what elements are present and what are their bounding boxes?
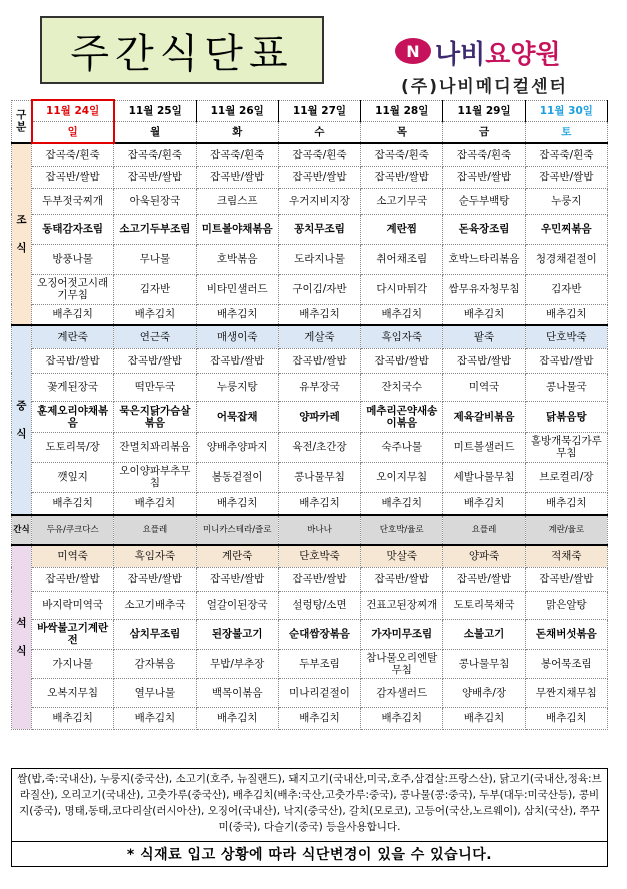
menu-cell: 얼갈이된장국 [196, 591, 278, 619]
menu-cell: 잡곡반/쌀밥 [443, 567, 525, 591]
menu-cell: 요플레 [443, 515, 525, 545]
menu-cell: 단호박/율로 [361, 515, 443, 545]
menu-cell: 잡곡반/쌀밥 [196, 166, 278, 188]
lunch-row [12, 348, 608, 373]
menu-cell: 삼치무조림 [114, 619, 196, 649]
menu-cell: 다시마튀각 [361, 274, 443, 304]
menu-cell: 크림스프 [196, 188, 278, 214]
menu-cell: 순대쌈장볶음 [278, 619, 360, 649]
menu-cell: 돈육장조림 [443, 214, 525, 244]
menu-cell: 양배추/장 [443, 678, 525, 707]
menu-cell: 양파카레 [278, 401, 360, 432]
breakfast-row [12, 214, 608, 244]
menu-cell: 비타민샐러드 [196, 274, 278, 304]
menu-cell: 배추김치 [278, 707, 360, 729]
day-cell: 목 [361, 121, 443, 143]
menu-cell: 호박느타리볶음 [443, 244, 525, 274]
menu-cell: 누룽지탕 [196, 373, 278, 401]
menu-cell: 가지나물 [32, 649, 114, 678]
breakfast-row [12, 166, 608, 188]
menu-cell: 배추김치 [525, 492, 607, 515]
menu-change-notice: * 식재료 입고 상황에 따라 식단변경이 있을 수 있습니다. [11, 841, 608, 867]
menu-cell: 청경채겉절이 [525, 244, 607, 274]
menu-cell: 잡곡죽/흰죽 [443, 143, 525, 166]
menu-cell: 메추리곤약새송이볶음 [361, 401, 443, 432]
menu-cell: 연근죽 [114, 325, 196, 348]
menu-cell: 감자샐러드 [361, 678, 443, 707]
menu-cell: 순두부백탕 [443, 188, 525, 214]
date-cell: 11월 26일 [196, 100, 278, 121]
menu-cell: 봄동겉절이 [196, 462, 278, 492]
lunch-row [12, 432, 608, 462]
menu-cell: 배추김치 [32, 492, 114, 515]
weekly-menu-table [11, 99, 608, 730]
menu-cell: 쌈무유자청무침 [443, 274, 525, 304]
menu-cell: 양배추양파지 [196, 432, 278, 462]
menu-cell: 맛살죽 [361, 545, 443, 567]
menu-cell: 돈채버섯볶음 [525, 619, 607, 649]
menu-cell: 콩나물국 [525, 373, 607, 401]
menu-cell: 잡곡반/쌀밥 [361, 166, 443, 188]
menu-cell: 호박볶음 [196, 244, 278, 274]
menu-cell: 어묵잡채 [196, 401, 278, 432]
butterfly-icon: N [395, 38, 431, 64]
menu-cell: 흑임자죽 [361, 325, 443, 348]
company-name: (주)나비메디컬센터 [401, 77, 568, 97]
menu-cell: 배추김치 [361, 304, 443, 325]
day-cell: 수 [278, 121, 360, 143]
menu-cell: 도토리묵채국 [443, 591, 525, 619]
menu-cell: 잡곡반/쌀밥 [114, 166, 196, 188]
menu-cell: 두부젓국찌개 [32, 188, 114, 214]
menu-cell: 잔치국수 [361, 373, 443, 401]
menu-cell: 요플레 [114, 515, 196, 545]
menu-cell: 단호박죽 [278, 545, 360, 567]
menu-cell: 무밥/부추장 [196, 649, 278, 678]
menu-cell: 방풍나물 [32, 244, 114, 274]
menu-cell: 맑은알탕 [525, 591, 607, 619]
breakfast-row [12, 304, 608, 325]
menu-cell: 잡곡반/쌀밥 [32, 567, 114, 591]
day-cell: 월 [114, 121, 196, 143]
menu-cell: 아욱된장국 [114, 188, 196, 214]
menu-cell: 잡곡죽/흰죽 [114, 143, 196, 166]
menu-cell: 잡곡반/쌀밥 [443, 166, 525, 188]
menu-cell: 잡곡죽/흰죽 [525, 143, 607, 166]
menu-cell: 매생이죽 [196, 325, 278, 348]
lunch-row [12, 373, 608, 401]
menu-cell: 떡만두국 [114, 373, 196, 401]
menu-cell: 잡곡반/쌀밥 [361, 567, 443, 591]
menu-cell: 오징어젓고시래기무침 [32, 274, 114, 304]
breakfast-section [12, 143, 608, 325]
menu-cell: 도라지나물 [278, 244, 360, 274]
menu-cell: 꽁치무조림 [278, 214, 360, 244]
lunch-row [12, 401, 608, 432]
day-cell: 금 [443, 121, 525, 143]
menu-cell: 우민찌볶음 [525, 214, 607, 244]
dinner-section [12, 545, 608, 729]
menu-cell: 세발나물무침 [443, 462, 525, 492]
dinner-row [12, 545, 608, 567]
menu-cell: 계란죽 [196, 545, 278, 567]
menu-cell: 배추김치 [361, 492, 443, 515]
day-cell: 토 [525, 121, 607, 143]
menu-cell: 브로컬리/장 [525, 462, 607, 492]
menu-cell: 잡곡죽/흰죽 [32, 143, 114, 166]
menu-cell: 게살죽 [278, 325, 360, 348]
menu-cell: 꽃게된장국 [32, 373, 114, 401]
menu-cell: 잔멸치꽈리볶음 [114, 432, 196, 462]
menu-cell: 배추김치 [443, 304, 525, 325]
menu-cell: 감자볶음 [114, 649, 196, 678]
menu-cell: 제육갈비볶음 [443, 401, 525, 432]
menu-cell: 누룽지 [525, 188, 607, 214]
menu-cell: 잡곡반/쌀밥 [278, 567, 360, 591]
date-cell: 11월 27일 [278, 100, 360, 121]
breakfast-row [12, 143, 608, 166]
menu-cell: 콩나물무침 [443, 649, 525, 678]
menu-cell: 배추김치 [525, 304, 607, 325]
menu-cell: 잡곡반/쌀밥 [196, 567, 278, 591]
menu-cell: 적채죽 [525, 545, 607, 567]
lunch-row [12, 492, 608, 515]
menu-cell: 가자미무조림 [361, 619, 443, 649]
menu-cell: 잡곡반/쌀밥 [525, 567, 607, 591]
menu-cell: 숙주나물 [361, 432, 443, 462]
menu-cell: 미역죽 [32, 545, 114, 567]
lunch-row [12, 462, 608, 492]
menu-cell: 배추김치 [196, 492, 278, 515]
menu-cell: 잡곡밥/쌀밥 [443, 348, 525, 373]
lunch-section [12, 325, 608, 515]
menu-cell: 배추김치 [361, 707, 443, 729]
dinner-row [12, 567, 608, 591]
menu-cell: 잡곡반/쌀밥 [278, 166, 360, 188]
menu-cell: 우거지비지장 [278, 188, 360, 214]
menu-cell: 콩나물무침 [278, 462, 360, 492]
brand-name [435, 34, 561, 71]
menu-cell: 오이지무침 [361, 462, 443, 492]
snack-label: 간식 [12, 515, 32, 545]
menu-cell: 설렁탕/소면 [278, 591, 360, 619]
menu-cell: 배추김치 [114, 304, 196, 325]
menu-cell: 소고기배추국 [114, 591, 196, 619]
menu-cell: 동태감자조림 [32, 214, 114, 244]
menu-cell: 김자반 [525, 274, 607, 304]
menu-cell: 소고기무국 [361, 188, 443, 214]
date-cell: 11월 29일 [443, 100, 525, 121]
menu-cell: 미나리겉절이 [278, 678, 360, 707]
menu-cell: 미트볼야채볶음 [196, 214, 278, 244]
menu-cell: 건표고된장찌개 [361, 591, 443, 619]
menu-cell: 배추김치 [525, 707, 607, 729]
menu-cell: 훈제오리야채볶음 [32, 401, 114, 432]
menu-cell: 배추김치 [196, 304, 278, 325]
menu-cell: 닭볶음탕 [525, 401, 607, 432]
menu-cell: 깻잎지 [32, 462, 114, 492]
menu-cell: 두부조림 [278, 649, 360, 678]
day-cell: 일 [32, 121, 114, 143]
lunch-label: 중 식 [12, 325, 32, 515]
date-cell: 11월 24일 [32, 100, 114, 121]
menu-cell: 열무나물 [114, 678, 196, 707]
menu-cell: 오복지무침 [32, 678, 114, 707]
menu-cell: 잡곡밥/쌀밥 [361, 348, 443, 373]
menu-cell: 배추김치 [32, 304, 114, 325]
menu-cell: 흑임자죽 [114, 545, 196, 567]
day-cell: 화 [196, 121, 278, 143]
menu-cell: 무짠지채무침 [525, 678, 607, 707]
menu-cell: 백목이볶음 [196, 678, 278, 707]
menu-cell: 잡곡밥/쌀밥 [32, 348, 114, 373]
lunch-row [12, 325, 608, 348]
menu-cell: 계란찜 [361, 214, 443, 244]
menu-cell: 도토리묵/장 [32, 432, 114, 462]
menu-cell: 육전/초간장 [278, 432, 360, 462]
date-row [12, 100, 608, 121]
day-row [12, 121, 608, 143]
menu-cell: 배추김치 [114, 707, 196, 729]
menu-cell: 홀방개묵김가루무침 [525, 432, 607, 462]
breakfast-row [12, 274, 608, 304]
menu-cell: 바나나 [278, 515, 360, 545]
menu-cell: 소불고기 [443, 619, 525, 649]
menu-cell: 묵은지닭가슴살볶음 [114, 401, 196, 432]
origin-note: 쌀(밥,죽:국내산), 누룽지(중국산), 소고기(호주, 뉴질랜드), 돼지고기(국내산,미국,호주,삼겹살:프랑스산), 닭고기(국내산,정육:브라질산), 오리고기(국내산), 고춧가루(중국산), 배추김치(배추:국산,고춧가루:중국), 콩나물(콩:중국), 두부(대두:미국산등), 콩비지(중국), 명태,동태,코다리살(러시아산), 오징어(국내산), 낙지(중국산), 갈치(모로코), 고등어(국산,노르웨이), 삼치(국산), 쭈꾸미(중국), 다슬기(중국) 등을사용합니다. [11, 768, 608, 841]
menu-cell: 배추김치 [278, 492, 360, 515]
menu-cell: 소고기두부조림 [114, 214, 196, 244]
gubun-label: 구분 [12, 100, 32, 143]
menu-cell: 무나물 [114, 244, 196, 274]
breakfast-label: 조 식 [12, 143, 32, 325]
snack-section [12, 515, 608, 545]
menu-cell: 김자반 [114, 274, 196, 304]
menu-cell: 미니카스테라/즐로 [196, 515, 278, 545]
menu-cell: 잡곡반/쌀밥 [525, 166, 607, 188]
menu-cell: 잡곡죽/흰죽 [361, 143, 443, 166]
menu-cell: 구이김/자반 [278, 274, 360, 304]
menu-cell: 계란죽 [32, 325, 114, 348]
date-cell: 11월 28일 [361, 100, 443, 121]
menu-cell: 잡곡밥/쌀밥 [525, 348, 607, 373]
dinner-row [12, 619, 608, 649]
dinner-row [12, 649, 608, 678]
menu-cell: 미트볼샐러드 [443, 432, 525, 462]
menu-cell: 배추김치 [32, 707, 114, 729]
date-cell: 11월 25일 [114, 100, 196, 121]
menu-cell: 잡곡죽/흰죽 [196, 143, 278, 166]
menu-cell: 잡곡반/쌀밥 [32, 166, 114, 188]
menu-cell: 미역국 [443, 373, 525, 401]
brand-name-suffix: 요양원 [485, 40, 561, 70]
menu-cell: 봉어묵조림 [525, 649, 607, 678]
menu-cell: 배추김치 [114, 492, 196, 515]
dinner-row [12, 678, 608, 707]
dinner-label: 석 식 [12, 545, 32, 729]
menu-cell: 오이양파부추무침 [114, 462, 196, 492]
menu-cell: 잡곡반/쌀밥 [114, 567, 196, 591]
menu-cell: 참나물오리엔탈무침 [361, 649, 443, 678]
menu-cell: 잡곡밥/쌀밥 [114, 348, 196, 373]
menu-cell: 바지락미역국 [32, 591, 114, 619]
dinner-row [12, 591, 608, 619]
breakfast-row [12, 188, 608, 214]
menu-cell: 배추김치 [443, 492, 525, 515]
date-cell: 11월 30일 [525, 100, 607, 121]
menu-cell: 취어채조림 [361, 244, 443, 274]
menu-cell: 잡곡죽/흰죽 [278, 143, 360, 166]
breakfast-row [12, 244, 608, 274]
dinner-row [12, 707, 608, 729]
snack-row [12, 515, 608, 545]
menu-cell: 두유/쿠크다스 [32, 515, 114, 545]
menu-cell: 양파죽 [443, 545, 525, 567]
menu-cell: 단호박죽 [525, 325, 607, 348]
menu-cell: 잡곡밥/쌀밥 [196, 348, 278, 373]
brand-logo [395, 28, 605, 98]
menu-cell: 팥죽 [443, 325, 525, 348]
menu-cell: 배추김치 [196, 707, 278, 729]
menu-cell: 잡곡밥/쌀밥 [278, 348, 360, 373]
menu-cell: 계란/율로 [525, 515, 607, 545]
menu-cell: 유부장국 [278, 373, 360, 401]
page-title: 주간식단표 [40, 16, 324, 84]
menu-cell: 바싹불고기계란전 [32, 619, 114, 649]
menu-cell: 된장불고기 [196, 619, 278, 649]
menu-cell: 배추김치 [278, 304, 360, 325]
brand-name-prefix: 나비 [435, 40, 486, 70]
menu-cell: 배추김치 [443, 707, 525, 729]
